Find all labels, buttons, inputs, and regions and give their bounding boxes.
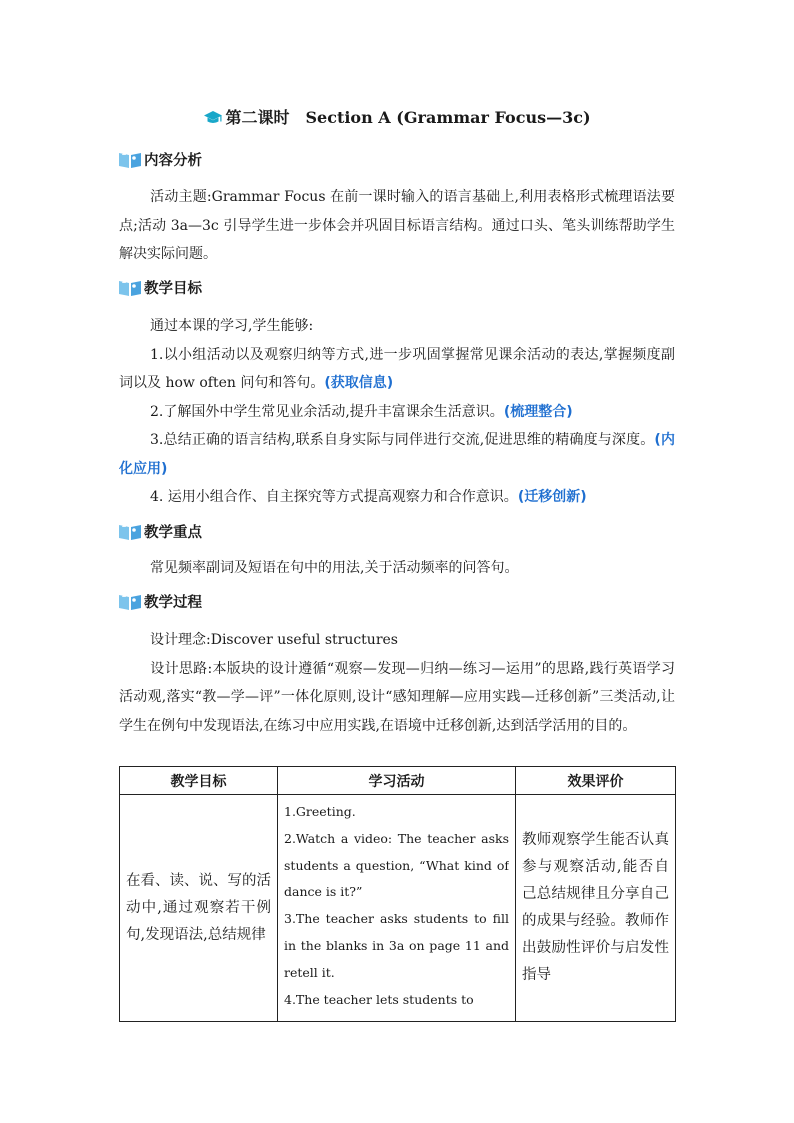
table-row (120, 795, 676, 1022)
teaching-process-heading: 教学过程 (118, 589, 202, 613)
activity-item: 3.The teacher asks students to fill in the blanks in 3a on page 11 and retell it. (284, 911, 509, 980)
key-points-text: 常见频率副词及短语在句中的用法,关于活动频率的问答句。 (150, 560, 519, 576)
graduation-cap-icon (203, 109, 223, 133)
lesson-number: 第二课时 (225, 108, 290, 127)
goal-cell: 在看、读、说、写的活动中,通过观察若干例句,发现语法,总结规律 (120, 795, 278, 1022)
goals-intro: 通过本课的学习,学生能够: (150, 318, 314, 334)
header-evaluation: 效果评价 (516, 767, 676, 795)
teaching-goals-list (119, 312, 675, 512)
activity-item: 1.Greeting. (284, 804, 356, 819)
activity-item: 2.Watch a video: The teacher asks students a question, “What kind of dance is it?” (284, 830, 509, 900)
teaching-process-text (119, 626, 675, 740)
activity-item: 4.The teacher lets students to (284, 991, 474, 1007)
book-icon (118, 591, 142, 611)
book-icon (118, 277, 142, 297)
goal-item: 2.了解国外中学生常见业余活动,提升丰富课余生活意识。(梳理整合) (150, 403, 573, 420)
header-activities: 学习活动 (278, 767, 516, 795)
teaching-goals-heading: 教学目标 (118, 275, 202, 299)
book-icon (118, 521, 142, 541)
goal-item: 3.总结正确的语言结构,联系自身实际与同伴进行交流,促进思维的精确度与深度。(内化应用) (119, 432, 675, 477)
table-header-row (120, 767, 676, 795)
content-analysis-heading: 内容分析 (118, 147, 202, 171)
header-goal: 教学目标 (120, 767, 278, 795)
key-points-heading: 教学重点 (118, 519, 202, 543)
activities-cell (278, 795, 516, 1022)
evaluation-cell: 教师观察学生能否认真参与观察活动,能否自己总结规律且分享自己的成果与经验。教师作出鼓励性评价与启发性指导 (516, 795, 676, 1022)
lesson-section: Section A (Grammar Focus—3c) (305, 108, 591, 127)
book-icon (118, 149, 142, 169)
goal-item: 4. 运用小组合作、自主探究等方式提高观察力和合作意识。(迁移创新) (150, 489, 587, 505)
lesson-plan-table (119, 766, 676, 1022)
design-idea: 设计理念:Discover useful structures (150, 632, 398, 648)
goal-item: 1.以小组活动以及观察归纳等方式,进一步巩固掌握常见课余活动的表达,掌握频度副词以及 how often 问句和答句。(获取信息) (119, 346, 675, 391)
lesson-title (0, 106, 794, 133)
content-analysis-text: 活动主题:Grammar Focus 在前一课时输入的语言基础上,利用表格形式梳理语法要点;活动 3a—3c 引导学生进一步体会并巩固目标语言结构。通过口头、笔头训练帮助学生解决实际问题。 (119, 189, 675, 262)
design-thinking: 设计思路:本版块的设计遵循“观察—发现—归纳—练习—运用”的思路,践行英语学习活动观,落实“教—学—评”一体化原则,设计“感知理解—应用实践—迁移创新”三类活动,让学生在例句中发现语法,在练习中应用实践,在语境中迁移创新,达到活学活用的目的。 (119, 660, 675, 734)
